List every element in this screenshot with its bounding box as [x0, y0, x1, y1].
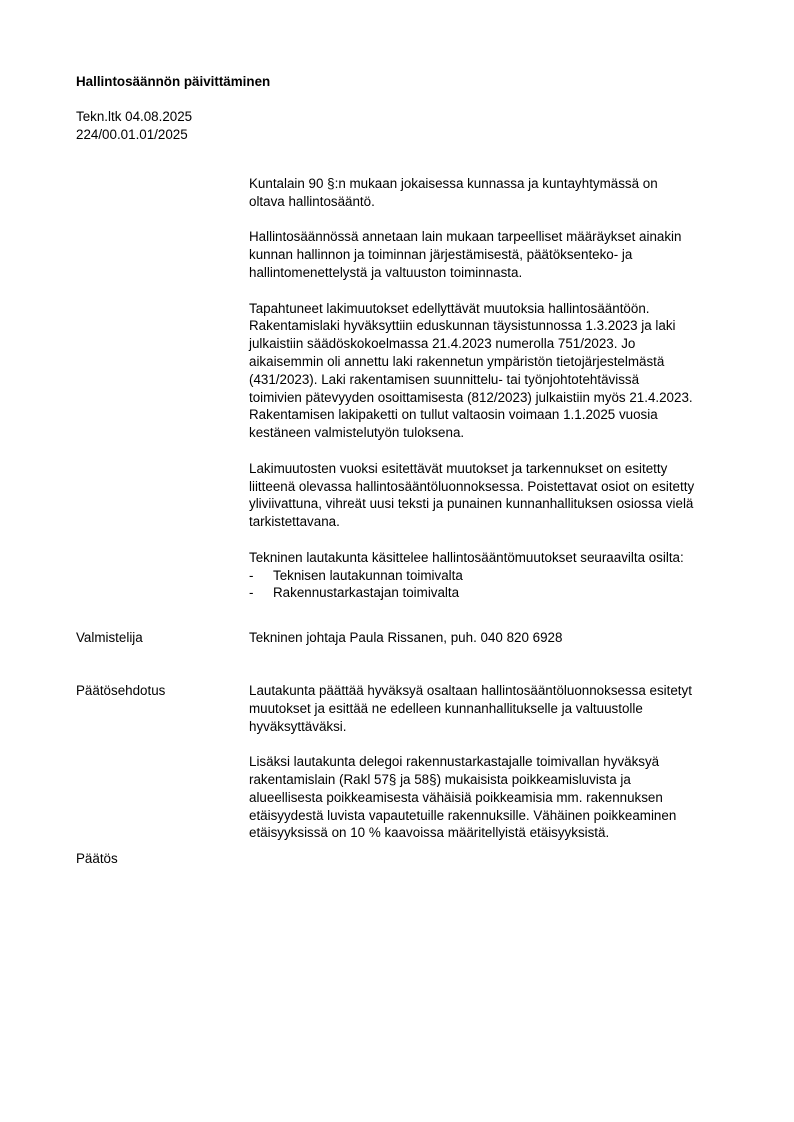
background-section	[249, 175, 749, 602]
preparer-label: Valmistelija	[76, 630, 143, 645]
paragraph-line: rakentamislain (Rakl 57§ ja 58§) mukaisista poikkeamisluvista ja	[249, 771, 631, 787]
list-item-text: Teknisen lautakunnan toimivalta	[273, 567, 463, 583]
spacer	[249, 211, 749, 229]
paragraph-line: muutokset ja esittää ne edelleen kunnanhallitukselle ja valtuustolle	[249, 700, 643, 716]
paragraph-line: kunnan hallinnon ja toiminnan järjestämisestä, päätöksenteko- ja	[249, 247, 633, 263]
scope-list	[249, 567, 749, 603]
paragraph-line: etäisyyksissä on 10 % kaavoissa määritellyistä etäisyyksistä.	[249, 825, 610, 841]
paragraph-line: Lautakunta päättää hyväksyä osaltaan hallintosääntöluonnoksessa esitetyt	[249, 683, 692, 698]
document-meta	[76, 108, 192, 144]
proposal-section	[249, 682, 749, 842]
spacer	[249, 282, 749, 300]
paragraph-line: alueellisesta poikkeamisesta vähäisiä poikkeamisia mm. rakennuksen	[249, 789, 663, 805]
paragraph-line: hyväksyttäväksi.	[249, 718, 347, 734]
paragraph-line: Tapahtuneet lakimuutokset edellyttävät muutoksia hallintosääntöön.	[249, 300, 650, 316]
spacer	[249, 531, 749, 549]
proposal-label: Päätösehdotus	[76, 683, 166, 698]
paragraph-line: (431/2023). Laki rakentamisen suunnittelu- tai työnjohtotehtävissä	[249, 371, 640, 387]
paragraph-line: yliviivattuna, vihreät uusi teksti ja punainen kunnanhallituksen osiossa vielä	[249, 496, 694, 512]
decision-label: Päätös	[76, 851, 118, 866]
spacer	[249, 735, 749, 753]
list-dash: -	[249, 567, 254, 583]
paragraph-line: liitteenä olevassa hallintosääntöluonnoksessa. Poistettavat osiot on esitetty	[249, 478, 695, 494]
preparer-section	[249, 629, 749, 647]
paragraph-line: hallintomenettelystä ja valtuuston toiminnasta.	[249, 264, 523, 280]
paragraph-line: kestäneen valmistelutyön tuloksena.	[249, 425, 465, 441]
document-title: Hallintosäännön päivittäminen	[76, 74, 271, 89]
paragraph-line: aikaisemmin oli annettu laki rakennetun ympäristön tietojärjestelmästä	[249, 353, 665, 369]
list-item	[249, 584, 749, 602]
list-dash: -	[249, 585, 254, 601]
paragraph-line: Rakentamisen lakipaketti on tullut valtaosin voimaan 1.1.2025 vuosia	[249, 407, 658, 423]
paragraph-line: Kuntalain 90 §:n mukaan jokaisessa kunnassa ja kuntayhtymässä on	[249, 176, 658, 191]
list-item	[249, 567, 749, 585]
paragraph-line: Rakentamislaki hyväksyttiin eduskunnan täysistunnossa 1.3.2023 ja laki	[249, 318, 676, 334]
paragraph-line: Lakimuutosten vuoksi esitettävät muutokset ja tarkennukset on esitetty	[249, 460, 668, 476]
spacer	[249, 442, 749, 460]
paragraph-line: Tekninen lautakunta käsittelee hallintosääntömuutokset seuraavilta osilta:	[249, 549, 684, 565]
paragraph-line: toimivien pätevyyden osoittamisesta (812/2023) julkaistiin myös 21.4.2023.	[249, 389, 693, 405]
paragraph-line: oltava hallintosääntö.	[249, 193, 375, 209]
preparer-value: Tekninen johtaja Paula Rissanen, puh. 040 820 6928	[249, 630, 563, 645]
paragraph-line: etäisyydestä luvista vapautetuille rakennuksille. Vähäinen poikkeaminen	[249, 807, 677, 823]
paragraph-line: Hallintosäännössä annetaan lain mukaan tarpeelliset määräykset ainakin	[249, 229, 682, 245]
meeting-reference: Tekn.ltk 04.08.2025	[76, 109, 193, 124]
paragraph-line: Lisäksi lautakunta delegoi rakennustarkastajalle toimivallan hyväksyä	[249, 754, 660, 770]
list-item-text: Rakennustarkastajan toimivalta	[273, 585, 460, 601]
paragraph-line: julkaistiin säädöskokoelmassa 21.4.2023 numerolla 751/2023. Jo	[249, 336, 636, 352]
paragraph-line: tarkistettavana.	[249, 514, 340, 530]
case-number: 224/00.01.01/2025	[76, 126, 188, 142]
